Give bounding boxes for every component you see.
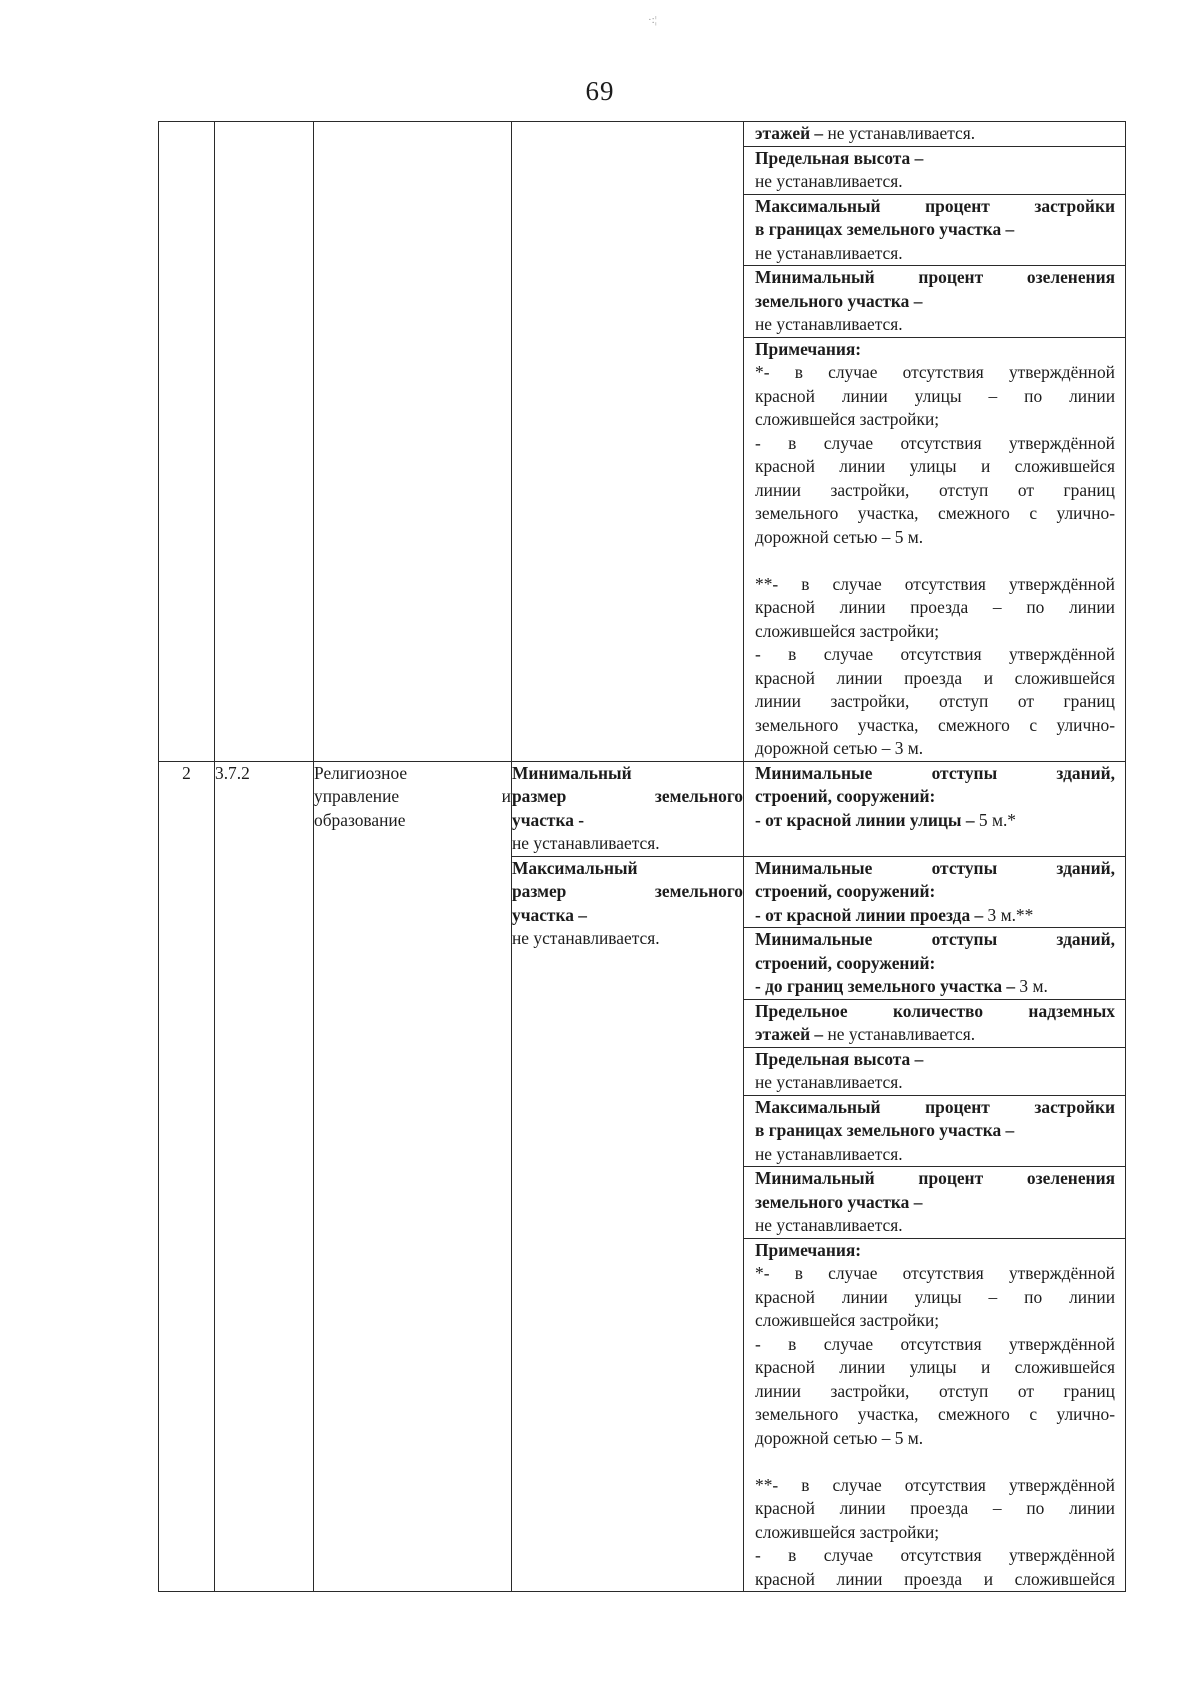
text-line <box>755 762 1115 786</box>
params-stack-2b <box>744 857 1125 1592</box>
plain-text: не устанавливается. <box>755 1143 903 1164</box>
bold-text: Минимальные отступы зданий, <box>755 857 1115 878</box>
page-number: 69 <box>585 76 615 106</box>
text-line <box>755 690 1115 714</box>
text-line <box>755 526 1115 550</box>
paragraph-gap <box>755 549 1115 573</box>
plain-text: сложившейся застройки; <box>755 1310 940 1330</box>
plain-text: линии застройки, отступ от границ <box>755 479 1115 500</box>
text-line <box>755 785 1115 809</box>
plain-text: Религиозное <box>314 762 408 783</box>
plain-text: не устанавливается. <box>755 171 903 191</box>
bold-text: Максимальный <box>512 857 638 878</box>
bold-text: земельного участка – <box>755 290 923 311</box>
table-row-2a <box>159 761 1126 856</box>
plain-text: красной линии проезда и сложившейся <box>755 667 1115 688</box>
text-line <box>755 361 1115 385</box>
text-line <box>512 904 743 928</box>
plain-text: управление и <box>314 786 511 806</box>
text-line <box>755 1427 1115 1451</box>
plain-text: - в случае отсутствия утверждённой <box>755 1333 1115 1354</box>
text-line <box>314 809 511 833</box>
text-line <box>755 643 1115 667</box>
text-line <box>755 218 1115 242</box>
text-line <box>755 242 1115 266</box>
bold-text: этажей – <box>755 123 824 143</box>
text-line <box>755 432 1115 456</box>
activity-name-text <box>314 762 511 833</box>
text-line <box>755 1497 1115 1521</box>
text-line <box>755 1568 1115 1592</box>
activity-name <box>314 761 512 1592</box>
text-line <box>755 502 1115 526</box>
plain-text: земельного участка, смежного с улично- <box>755 1404 1115 1424</box>
text-line <box>755 1262 1115 1286</box>
plain-text: земельного участка, смежного с улично- <box>755 714 1115 735</box>
text-line <box>755 1333 1115 1357</box>
text-line <box>512 927 743 951</box>
text-line <box>755 1048 1115 1072</box>
bold-text: - до границ земельного участка – <box>755 976 1016 996</box>
params-stack-top <box>744 122 1125 761</box>
text-line <box>755 1143 1115 1167</box>
plain-text: - в случае отсутствия утверждённой <box>755 432 1115 453</box>
plain-text: красной линии проезда – по линии <box>755 597 1115 617</box>
cell-params-top <box>744 122 1126 762</box>
bold-text: участка – <box>512 904 587 925</box>
plain-text: 3 м.** <box>983 904 1034 925</box>
text-line <box>755 1023 1115 1047</box>
bold-text: Максимальный процент застройки <box>755 1096 1115 1117</box>
bold-text: - от красной линии проезда – <box>755 904 984 925</box>
text-line <box>755 975 1115 999</box>
bold-text: Примечания: <box>755 1239 862 1260</box>
text-line <box>755 195 1115 219</box>
plain-text: красной линии улицы – по линии <box>755 385 1115 406</box>
bold-text: участка - <box>512 809 585 830</box>
text-line <box>755 1096 1115 1120</box>
text-line <box>512 785 743 809</box>
param-block <box>744 999 1125 1047</box>
text-line <box>755 1167 1115 1191</box>
text-line <box>755 147 1115 171</box>
max-plot-size <box>512 856 744 1592</box>
text-line <box>314 785 511 809</box>
table-row-continued <box>159 122 1126 762</box>
text-line <box>755 880 1115 904</box>
plain-text: *- в случае отсутствия утверждённой <box>755 362 1115 382</box>
bold-text: Примечания: <box>755 338 862 359</box>
plain-text: *- в случае отсутствия утверждённой <box>755 1263 1115 1283</box>
bold-text: строений, сооружений: <box>755 952 936 973</box>
cell-name-empty <box>314 122 512 762</box>
cell-size-empty <box>512 122 744 762</box>
plain-text: 5 м.* <box>974 809 1017 830</box>
text-line <box>755 667 1115 691</box>
text-line <box>755 1119 1115 1143</box>
bold-text: в границах земельного участка – <box>755 219 1015 239</box>
text-line <box>755 170 1115 194</box>
text-line <box>755 714 1115 738</box>
plain-text: - в случае отсутствия утверждённой <box>755 1545 1115 1565</box>
text-line <box>755 385 1115 409</box>
text-line <box>755 904 1115 928</box>
text-line <box>512 762 743 786</box>
text-line <box>314 762 511 786</box>
text-line <box>755 408 1115 432</box>
text-line <box>755 290 1115 314</box>
param-block <box>744 194 1125 266</box>
text-line <box>755 479 1115 503</box>
param-block <box>744 122 1125 146</box>
plain-text: сложившейся застройки; <box>755 620 940 641</box>
plain-text: красной линии проезда – по линии <box>755 1498 1115 1518</box>
bold-text: этажей – <box>755 1024 824 1044</box>
cell-num-empty <box>159 122 215 762</box>
plain-text: красной линии улицы и сложившейся <box>755 1357 1115 1377</box>
param-block <box>744 1238 1125 1592</box>
text-line <box>512 809 743 833</box>
text-line <box>755 952 1115 976</box>
param-block <box>744 1047 1125 1095</box>
cell-code-empty <box>215 122 314 762</box>
plain-text: не устанавливается. <box>823 123 976 143</box>
activity-code: 3.7.2 <box>215 761 314 1592</box>
text-line <box>755 1239 1115 1263</box>
param-block <box>744 762 1125 856</box>
param-block <box>744 337 1125 761</box>
row-number: 2 <box>159 761 215 1592</box>
text-line <box>755 1521 1115 1545</box>
text-line <box>512 880 743 904</box>
bold-text: Предельная высота – <box>755 1048 924 1069</box>
plain-text: линии застройки, отступ от границ <box>755 1380 1115 1401</box>
text-line <box>755 338 1115 362</box>
bold-text: строений, сооружений: <box>755 786 936 806</box>
param-block <box>744 1095 1125 1167</box>
plain-text: красной линии улицы и сложившейся <box>755 456 1115 476</box>
plain-text: не устанавливается. <box>755 1215 903 1235</box>
text-line <box>755 573 1115 597</box>
text-line <box>755 1191 1115 1215</box>
bold-text: земельного участка – <box>755 1191 923 1212</box>
text-line <box>512 832 743 856</box>
plain-text: линии застройки, отступ от границ <box>755 691 1115 711</box>
text-line <box>755 596 1115 620</box>
param-block <box>744 265 1125 337</box>
plain-text: красной линии улицы – по линии <box>755 1286 1115 1307</box>
param-block <box>744 146 1125 194</box>
text-line <box>755 809 1115 833</box>
plain-text: земельного участка, смежного с улично- <box>755 503 1115 523</box>
text-line <box>755 1000 1115 1024</box>
text-line <box>755 455 1115 479</box>
plain-text: - в случае отсутствия утверждённой <box>755 644 1115 664</box>
cell-params-2a <box>744 761 1126 856</box>
bold-text: Минимальный процент озеленения <box>755 1168 1115 1188</box>
param-block <box>744 927 1125 999</box>
min-plot-size <box>512 761 744 856</box>
plain-text: **- в случае отсутствия утверждённой <box>755 573 1115 594</box>
text-line <box>755 1403 1115 1427</box>
plain-text: дорожной сетью – 3 м. <box>755 738 924 758</box>
text-line <box>755 928 1115 952</box>
bold-text: Минимальный процент озеленения <box>755 267 1115 287</box>
plain-text: образование <box>314 809 406 830</box>
text-line <box>755 1356 1115 1380</box>
plain-text: дорожной сетью – 5 м. <box>755 1427 924 1448</box>
plain-text: красной линии проезда и сложившейся <box>755 1568 1115 1589</box>
text-line <box>755 122 1115 146</box>
text-line <box>755 1309 1115 1333</box>
param-block <box>744 1166 1125 1238</box>
text-line <box>755 1380 1115 1404</box>
text-line <box>755 313 1115 337</box>
bold-text: Предельное количество надземных <box>755 1000 1115 1021</box>
plain-text: не устанавливается. <box>755 314 903 334</box>
text-line <box>755 1544 1115 1568</box>
text-line <box>755 1071 1115 1095</box>
cell-params-2b <box>744 856 1126 1592</box>
min-plot-size-text <box>512 762 743 856</box>
text-line <box>755 1286 1115 1310</box>
bold-text: Минимальные отступы зданий, <box>755 762 1115 783</box>
plain-text: сложившейся застройки; <box>755 1521 940 1542</box>
plain-text: 3 м. <box>1015 976 1048 996</box>
bold-text: Минимальные отступы зданий, <box>755 929 1115 949</box>
plain-text: дорожной сетью – 5 м. <box>755 526 924 547</box>
regulations-table <box>158 121 1126 1592</box>
text-line <box>755 857 1115 881</box>
scan-artifact: ·:¦ <box>648 14 657 26</box>
text-line <box>755 266 1115 290</box>
paragraph-gap <box>755 1450 1115 1474</box>
bold-text: размер земельного <box>512 881 743 901</box>
bold-text: Предельная высота – <box>755 147 924 168</box>
bold-text: - от красной линии улицы – <box>755 809 975 830</box>
bold-text: Минимальный <box>512 762 632 783</box>
plain-text: не устанавливается. <box>512 833 660 853</box>
plain-text: не устанавливается. <box>755 242 903 263</box>
params-stack-2a <box>744 762 1125 856</box>
param-block <box>744 857 1125 928</box>
bold-text: строений, сооружений: <box>755 881 936 901</box>
bold-text: Максимальный процент застройки <box>755 195 1115 216</box>
plain-text: **- в случае отсутствия утверждённой <box>755 1474 1115 1495</box>
max-plot-size-text <box>512 857 743 951</box>
plain-text: сложившейся застройки; <box>755 409 940 429</box>
text-line <box>755 1474 1115 1498</box>
text-line <box>755 1214 1115 1238</box>
text-line <box>512 857 743 881</box>
text-line <box>755 737 1115 761</box>
plain-text: не устанавливается. <box>755 1072 903 1092</box>
plain-text: не устанавливается. <box>512 928 660 948</box>
bold-text: в границах земельного участка – <box>755 1120 1015 1140</box>
bold-text: размер земельного <box>512 786 743 806</box>
text-line <box>755 620 1115 644</box>
plain-text: не устанавливается. <box>823 1024 976 1044</box>
